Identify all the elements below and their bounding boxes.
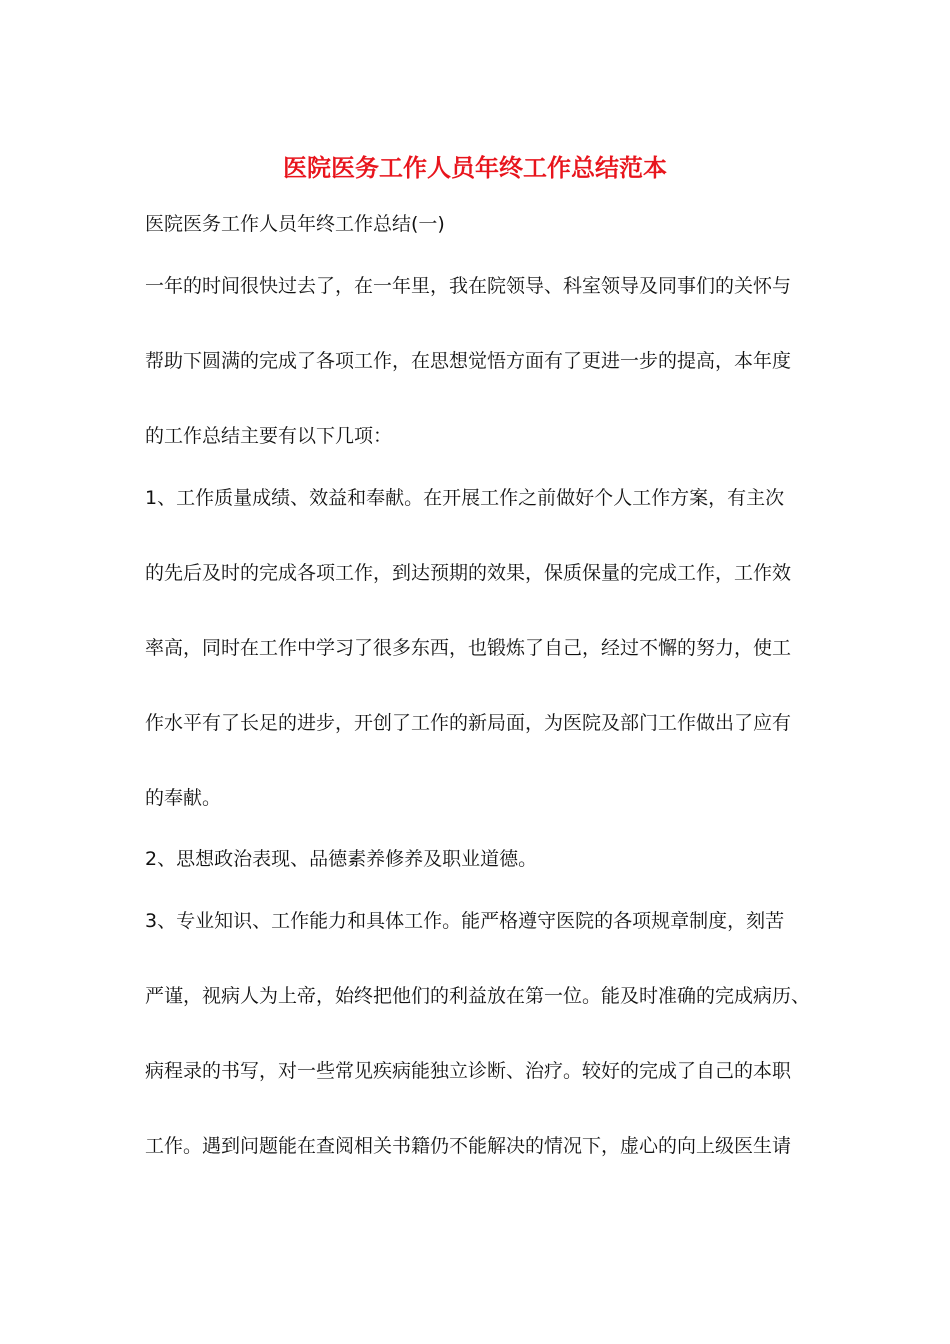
document-title: 医院医务工作人员年终工作总结范本 <box>283 154 667 182</box>
paragraph-line: 3、专业知识、工作能力和具体工作。能严格遵守医院的各项规章制度，刻苦 <box>145 910 785 932</box>
paragraph-line: 2、思想政治表现、品德素养修养及职业道德。 <box>145 848 538 870</box>
paragraph-line: 帮助下圆满的完成了各项工作，在思想觉悟方面有了更进一步的提高，本年度 <box>145 350 792 372</box>
section-heading: 医院医务工作人员年终工作总结(一) <box>145 213 445 235</box>
paragraph-line: 严谨，视病人为上帝，始终把他们的利益放在第一位。能及时准确的完成病历、 <box>145 985 811 1007</box>
paragraph-line: 工作。遇到问题能在查阅相关书籍仍不能解决的情况下，虚心的向上级医生请 <box>145 1135 792 1157</box>
paragraph-line: 的先后及时的完成各项工作，到达预期的效果，保质保量的完成工作，工作效 <box>145 562 792 584</box>
paragraph-line: 作水平有了长足的进步，开创了工作的新局面，为医院及部门工作做出了应有 <box>145 712 792 734</box>
paragraph-line: 病程录的书写，对一些常见疾病能独立诊断、治疗。较好的完成了自己的本职 <box>145 1060 792 1082</box>
paragraph-line: 的奉献。 <box>145 787 222 809</box>
paragraph-line: 1、工作质量成绩、效益和奉献。在开展工作之前做好个人工作方案，有主次 <box>145 487 785 509</box>
paragraph-line: 率高，同时在工作中学习了很多东西，也锻炼了自己，经过不懈的努力，使工 <box>145 637 792 659</box>
paragraph-line: 的工作总结主要有以下几项： <box>145 425 393 447</box>
paragraph-line: 一年的时间很快过去了，在一年里，我在院领导、科室领导及同事们的关怀与 <box>145 275 792 297</box>
